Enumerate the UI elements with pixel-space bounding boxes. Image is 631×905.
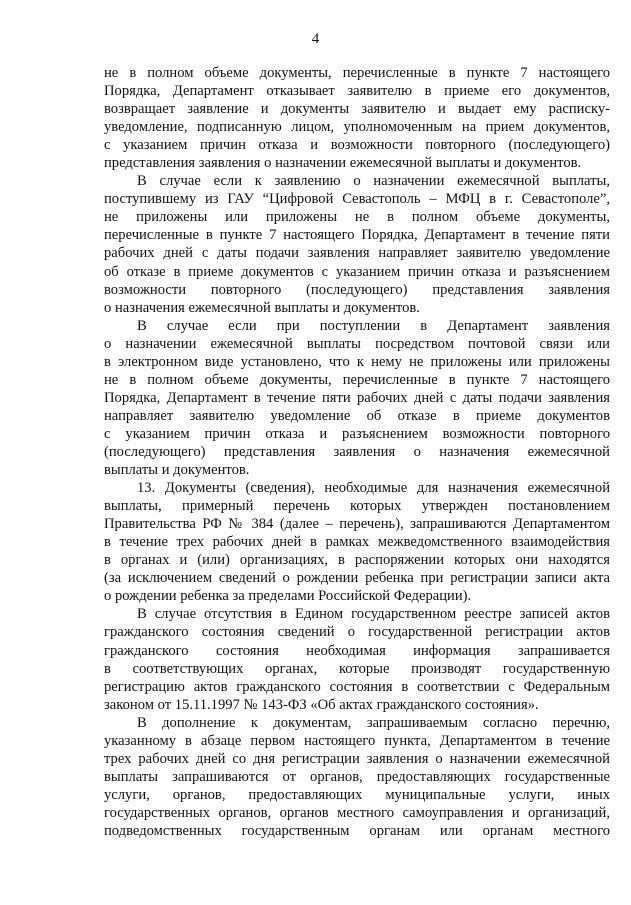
paragraph-line: о назначения ежемесячной выплаты и документов. [104, 299, 420, 316]
paragraph [104, 172, 610, 316]
paragraph-line: поступившему из ГАУ “Цифровой Севастополь – МФЦ в г. Севастополе”, [104, 191, 610, 208]
paragraph-line: направляет заявителю уведомление об отказе в приеме документов [104, 407, 610, 424]
paragraph [104, 605, 610, 713]
paragraph-line: представления заявления о назначении ежемесячной выплаты и документов. [104, 155, 582, 172]
paragraph-line: Порядка, Департамент отказывает заявителю в приеме его документов, [104, 83, 610, 100]
paragraph-line: 13. Документы (сведения), необходимые для назначения ежемесячной [137, 480, 610, 497]
paragraph-line: в электронном виде установлено, что к нему не приложены или приложены [104, 353, 610, 370]
paragraph [104, 714, 610, 840]
paragraph-line: уведомление, подписанную лицом, уполномоченным на прием документов, [104, 119, 610, 136]
paragraph-line: (за исключением сведений о рождении ребенка при регистрации записи акта [104, 570, 610, 587]
paragraph-line: Правительства РФ № 384 (далее – перечень), запрашиваются Департаментом [104, 516, 610, 533]
document-body [104, 64, 610, 840]
paragraph-line: возвращает заявление и документы заявителю и выдает ему расписку- [104, 101, 610, 118]
paragraph-line: государственных органов, органов местного самоуправления и организаций, [104, 804, 610, 821]
paragraph-line: гражданского состояния сведений о государственной регистрации актов [104, 624, 610, 641]
page-number: 4 [311, 31, 320, 47]
paragraph-line: о назначении ежемесячной выплаты посредством почтовой связи или [104, 335, 610, 352]
paragraph-line: услуги, органов, предоставляющих муниципальные услуги, иных [104, 786, 610, 803]
paragraph-line: не в полном объеме документы, перечисленные в пункте 7 настоящего [104, 65, 610, 81]
paragraph-line: указанному в абзаце первом настоящего пункта, Департаментом в течение [104, 732, 610, 749]
paragraph-line: рабочих дней с даты подачи заявления направляет заявителю уведомление [104, 245, 610, 262]
paragraph-line: В дополнение к документам, запрашиваемым согласно перечню, [137, 714, 610, 731]
paragraph-line: не приложены или приложены не в полном объеме документы, [104, 209, 610, 226]
paragraph-line: В случае если к заявлению о назначении ежемесячной выплаты, [137, 173, 610, 190]
paragraph-line: регистрацию актов гражданского состояния в соответствии с Федеральным [104, 678, 610, 695]
paragraph-line: не в полном объеме документы, перечисленные в пункте 7 настоящего [104, 371, 610, 388]
paragraph [104, 317, 610, 479]
paragraph-line: в течение трех рабочих дней в рамках межведомственного взаимодействия [104, 534, 610, 551]
paragraph-line: Порядка, Департамент в течение пяти рабочих дней с даты подачи заявления [104, 389, 610, 406]
paragraph-line: в органах и (или) организациях, в распоряжении которых они находятся [104, 552, 610, 569]
paragraph-line: перечисленные в пункте 7 настоящего Порядка, Департамент в течение пяти [104, 227, 610, 244]
paragraph-line: трех рабочих дней со дня регистрации заявления о назначении ежемесячной [104, 750, 610, 767]
paragraph-line: в соответствующих органах, которые производят государственную [104, 660, 610, 677]
paragraph-line: гражданского состояния необходимая информация запрашивается [104, 642, 610, 659]
paragraph-line: о рождении ребенка за пределами Российской Федерации). [104, 588, 472, 605]
paragraph-line: возможности повторного (последующего) представления заявления [104, 281, 610, 298]
paragraph-line: В случае если при поступлении в Департамент заявления [137, 317, 610, 334]
paragraph [104, 479, 610, 605]
paragraph-line: (последующего) представления заявления о назначения ежемесячной [104, 443, 610, 460]
paragraph-line: подведомственных государственным органам или органам местного [104, 822, 610, 839]
paragraph-line: с указанием причин отказа и разъяснением возможности повторного [104, 425, 610, 442]
paragraph-line: выплаты запрашиваются от органов, предоставляющих государственные [104, 768, 610, 785]
paragraph-line: об отказе в приеме документов с указанием причин отказа и разъяснением [104, 263, 610, 280]
paragraph-line: выплаты, примерный перечень которых утвержден постановлением [104, 498, 610, 515]
paragraph-line: В случае отсутствия в Едином государственном реестре записей актов [137, 606, 610, 623]
paragraph-line: выплаты и документов. [104, 462, 250, 479]
paragraph-line: с указанием причин отказа и возможности повторного (последующего) [104, 137, 610, 154]
paragraph-line: законом от 15.11.1997 № 143-ФЗ «Об актах гражданского состояния». [104, 696, 539, 713]
paragraph [104, 64, 610, 172]
